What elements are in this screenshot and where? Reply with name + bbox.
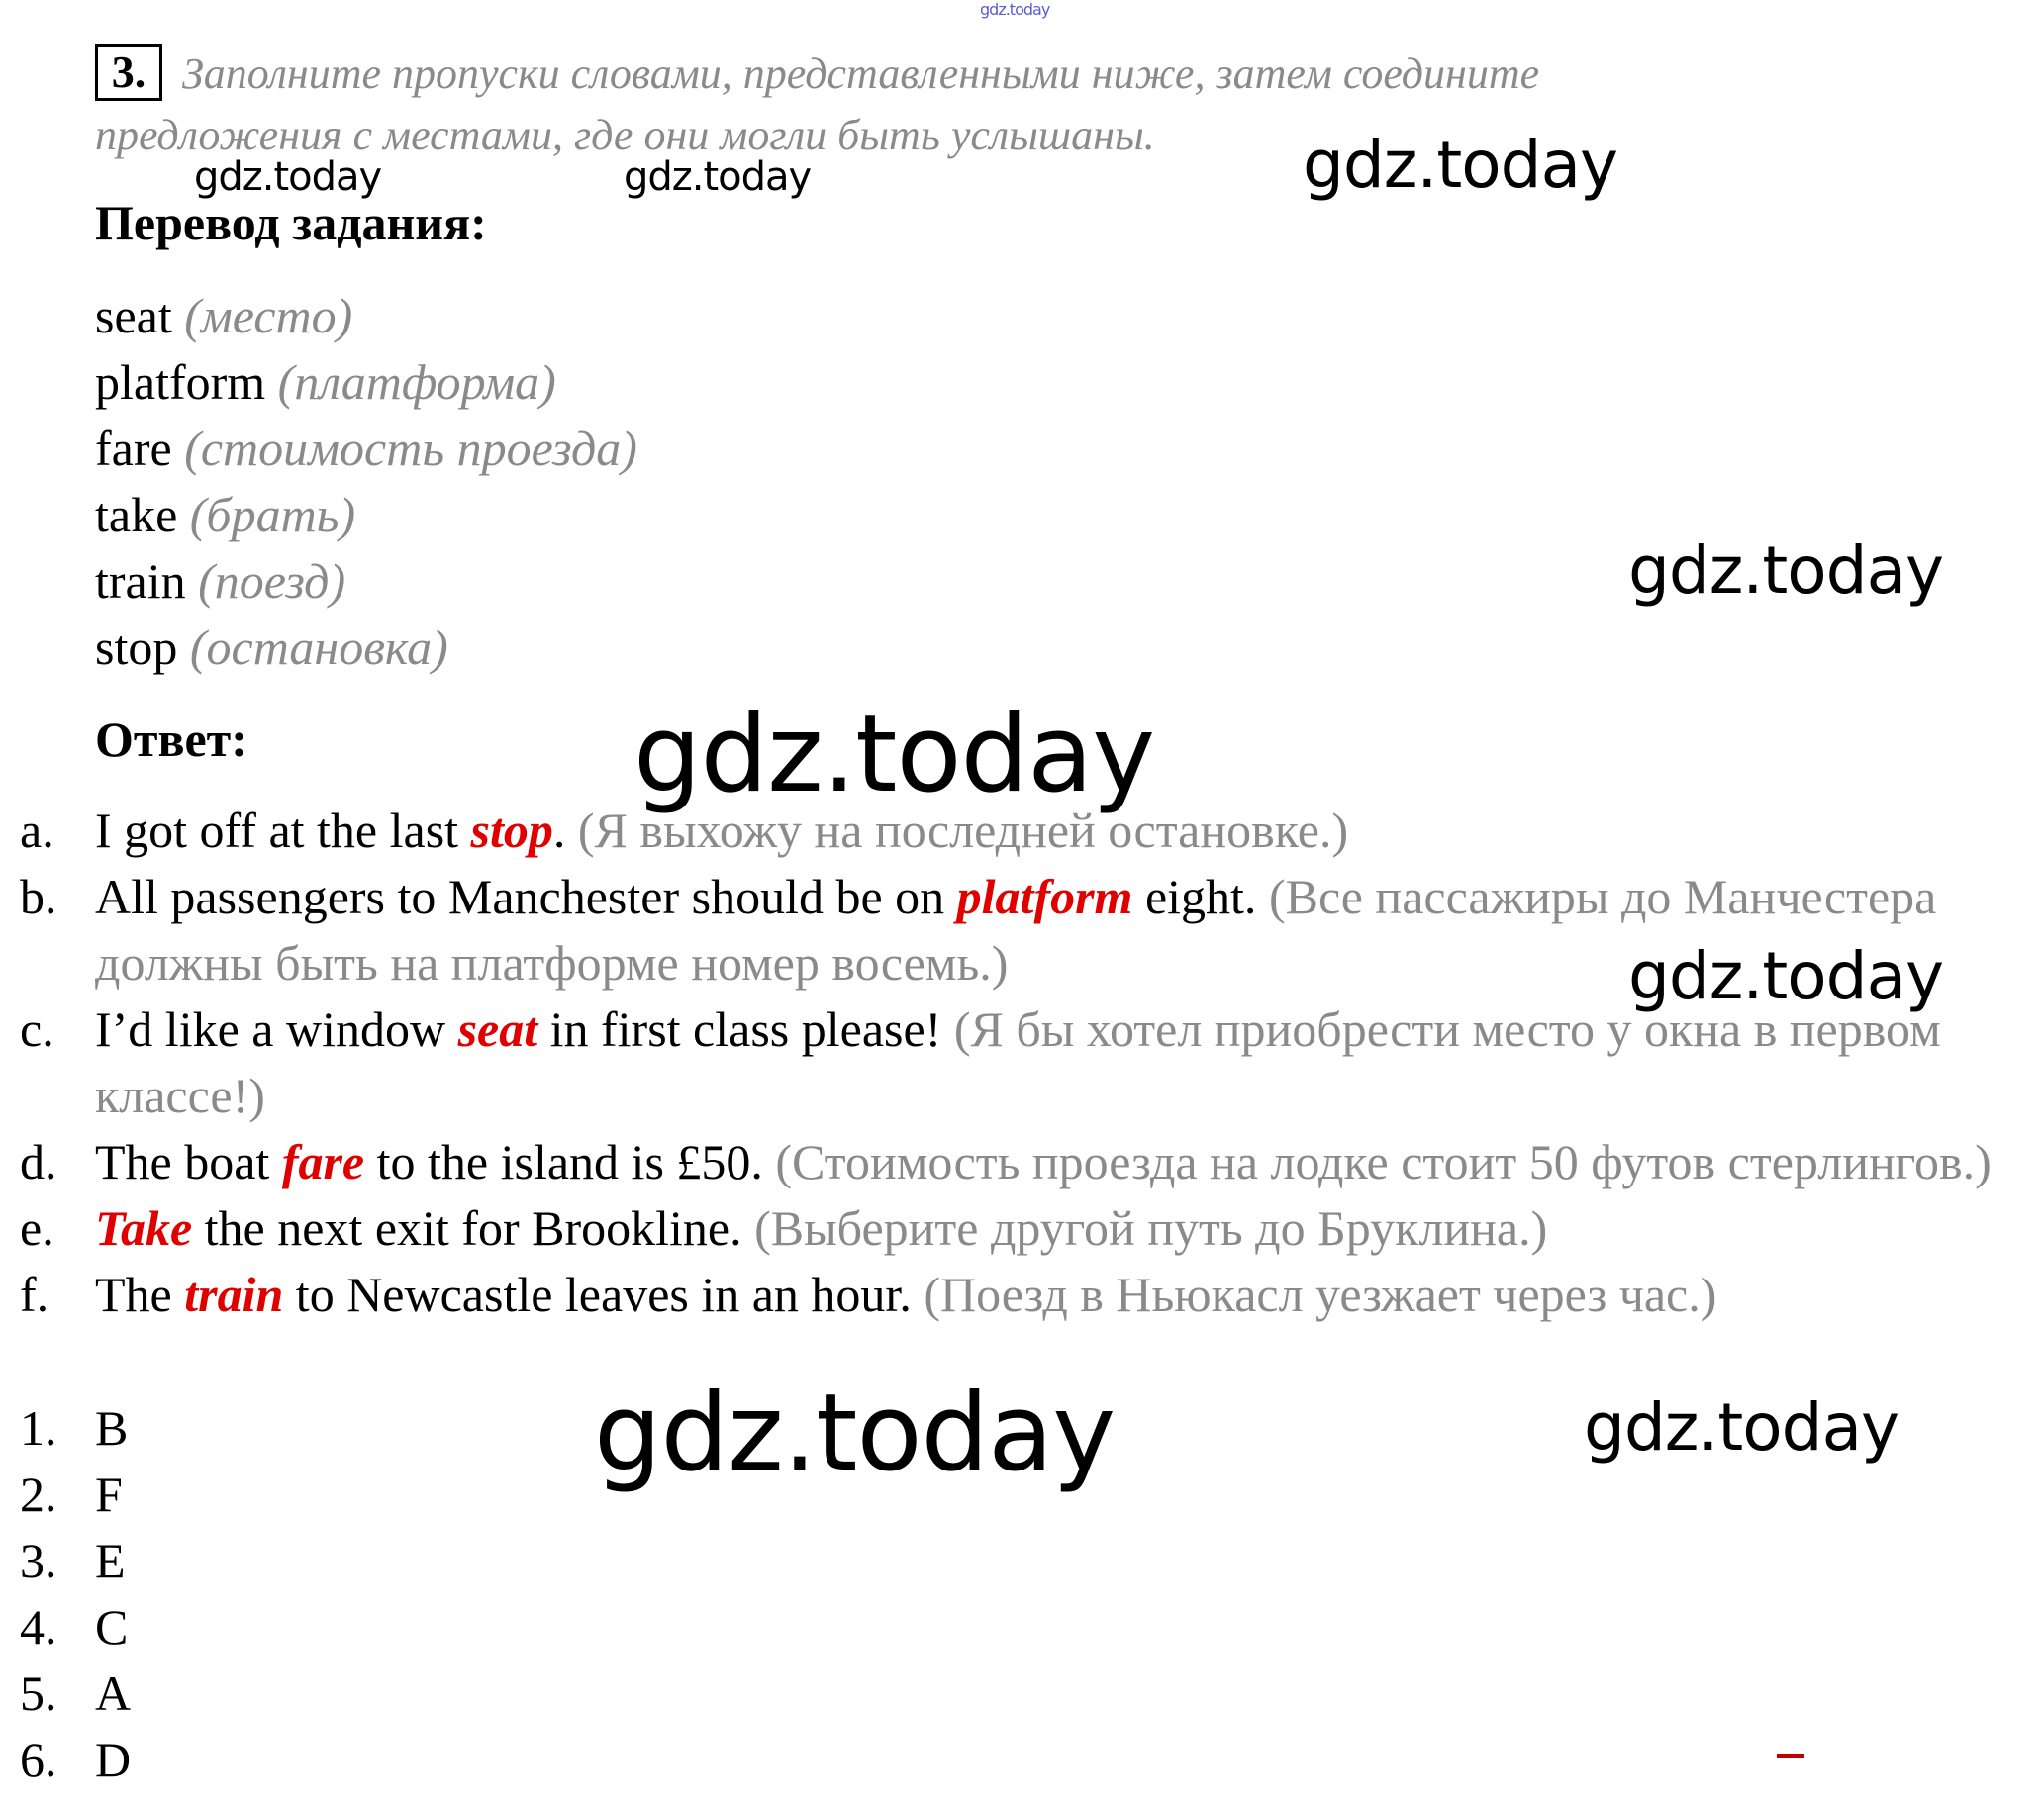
answer-item <box>20 996 2039 1129</box>
match-item <box>20 1528 131 1594</box>
answer-sentence <box>95 798 2039 864</box>
match-number: 1. <box>20 1400 57 1456</box>
vocab-item <box>95 482 637 548</box>
match-letter: A <box>95 1665 132 1721</box>
answer-translation: (Стоимость проезда на лодке стоит 50 футов стерлингов.) <box>762 1134 1992 1189</box>
answer-sentence <box>95 1195 2039 1262</box>
watermark: gdz.today <box>1303 127 1618 203</box>
answer-item <box>20 1195 2039 1262</box>
watermark: gdz.today <box>633 693 1155 816</box>
match-letter: C <box>95 1599 129 1655</box>
match-letter: F <box>95 1467 123 1522</box>
answer-label: d. <box>20 1134 57 1189</box>
vocab-translation: (платформа) <box>277 354 556 410</box>
answer-item <box>20 1262 2039 1328</box>
watermark: gdz.today <box>594 1372 1116 1495</box>
answer-sentence <box>95 1129 2039 1195</box>
match-number: 3. <box>20 1533 57 1588</box>
vocab-word: stop <box>95 619 178 675</box>
answer-keyword: fare <box>281 1134 365 1189</box>
answer-translation: (Поезд в Ньюкасл уезжает через час.) <box>911 1267 1717 1322</box>
answer-keyword: train <box>184 1267 284 1322</box>
vocab-item <box>95 283 637 349</box>
answer-text-before: I’d like a window <box>95 1001 458 1057</box>
vocab-translation: (поезд) <box>198 553 346 609</box>
match-number: 6. <box>20 1732 57 1787</box>
answer-item <box>20 864 2039 996</box>
translation-heading: Перевод задания: <box>95 195 487 250</box>
answer-text-after: to Newcastle leaves in an hour. <box>283 1267 912 1322</box>
answer-translation: (Выберите другой путь до Бруклина.) <box>741 1200 1548 1256</box>
vocab-item <box>95 416 637 482</box>
match-number: 2. <box>20 1467 57 1522</box>
watermark: gdz.today <box>624 154 812 200</box>
answer-text-after: in first class please! <box>537 1001 942 1057</box>
answer-text-after: eight. <box>1132 869 1257 924</box>
match-item <box>20 1727 131 1793</box>
answer-text-after: to the island is £50. <box>364 1134 763 1189</box>
watermark: gdz.today <box>194 154 382 200</box>
answer-translation: (Все пассажиры до Манчестера должны быть на платформе номер восемь.) <box>95 869 1937 991</box>
task-instruction: Заполните пропуски словами, представленными ниже, затем соедините предложения с местами, где они могли быть услышаны. <box>95 49 1540 159</box>
watermark: gdz.today <box>1628 938 1944 1014</box>
match-item <box>20 1395 131 1462</box>
answer-text-before: All passengers to Manchester should be on <box>95 869 957 924</box>
vocab-word: fare <box>95 421 172 476</box>
answer-sentence <box>95 1262 2039 1328</box>
answer-label: a. <box>20 803 54 858</box>
answer-item <box>20 1129 2039 1195</box>
answer-translation: (Я выхожу на последней остановке.) <box>565 803 1349 858</box>
match-number: 4. <box>20 1599 57 1655</box>
match-letter: D <box>95 1732 132 1787</box>
vocab-translation: (стоимость проезда) <box>184 421 637 476</box>
answer-keyword: seat <box>457 1001 538 1057</box>
matches-list <box>20 1395 131 1793</box>
match-letter: B <box>95 1400 129 1456</box>
answer-item <box>20 798 2039 864</box>
watermark: gdz.today <box>1628 532 1944 609</box>
match-item <box>20 1462 131 1528</box>
vocabulary-list <box>95 283 637 681</box>
answer-keyword: stop <box>470 803 553 858</box>
match-number: 5. <box>20 1665 57 1721</box>
answer-label: f. <box>20 1267 49 1322</box>
vocab-item <box>95 615 637 681</box>
answer-label: e. <box>20 1200 54 1256</box>
answers-list <box>20 798 2039 1328</box>
answer-translation: (Я бы хотел приобрести место у окна в первом классе!) <box>95 1001 1941 1123</box>
answer-keyword: platform <box>956 869 1133 924</box>
red-mark <box>1777 1754 1804 1758</box>
answer-text-after: . <box>552 803 566 858</box>
match-letter: E <box>95 1533 126 1588</box>
answer-sentence <box>95 864 2039 996</box>
answer-label: b. <box>20 869 57 924</box>
answer-text-before: The <box>95 1267 185 1322</box>
vocab-translation: (брать) <box>189 487 356 542</box>
answer-sentence <box>95 996 2039 1129</box>
answer-heading: Ответ: <box>95 711 247 767</box>
task-number-box: 3. <box>95 44 162 101</box>
vocab-translation: (остановка) <box>189 619 448 675</box>
answer-text-before: The boat <box>95 1134 282 1189</box>
vocab-word: train <box>95 553 186 609</box>
vocab-word: seat <box>95 288 172 343</box>
match-item <box>20 1594 131 1660</box>
watermark-top: gdz.today <box>980 0 1050 19</box>
watermark: gdz.today <box>1584 1389 1899 1466</box>
answer-text-after: the next exit for Brookline. <box>192 1200 742 1256</box>
vocab-word: take <box>95 487 178 542</box>
match-item <box>20 1660 131 1727</box>
answer-text-before: I got off at the last <box>95 803 471 858</box>
vocab-item <box>95 349 637 416</box>
vocab-translation: (место) <box>184 288 353 343</box>
answer-label: c. <box>20 1001 54 1057</box>
answer-keyword: Take <box>95 1200 193 1256</box>
vocab-word: platform <box>95 354 266 410</box>
vocab-item <box>95 548 637 615</box>
